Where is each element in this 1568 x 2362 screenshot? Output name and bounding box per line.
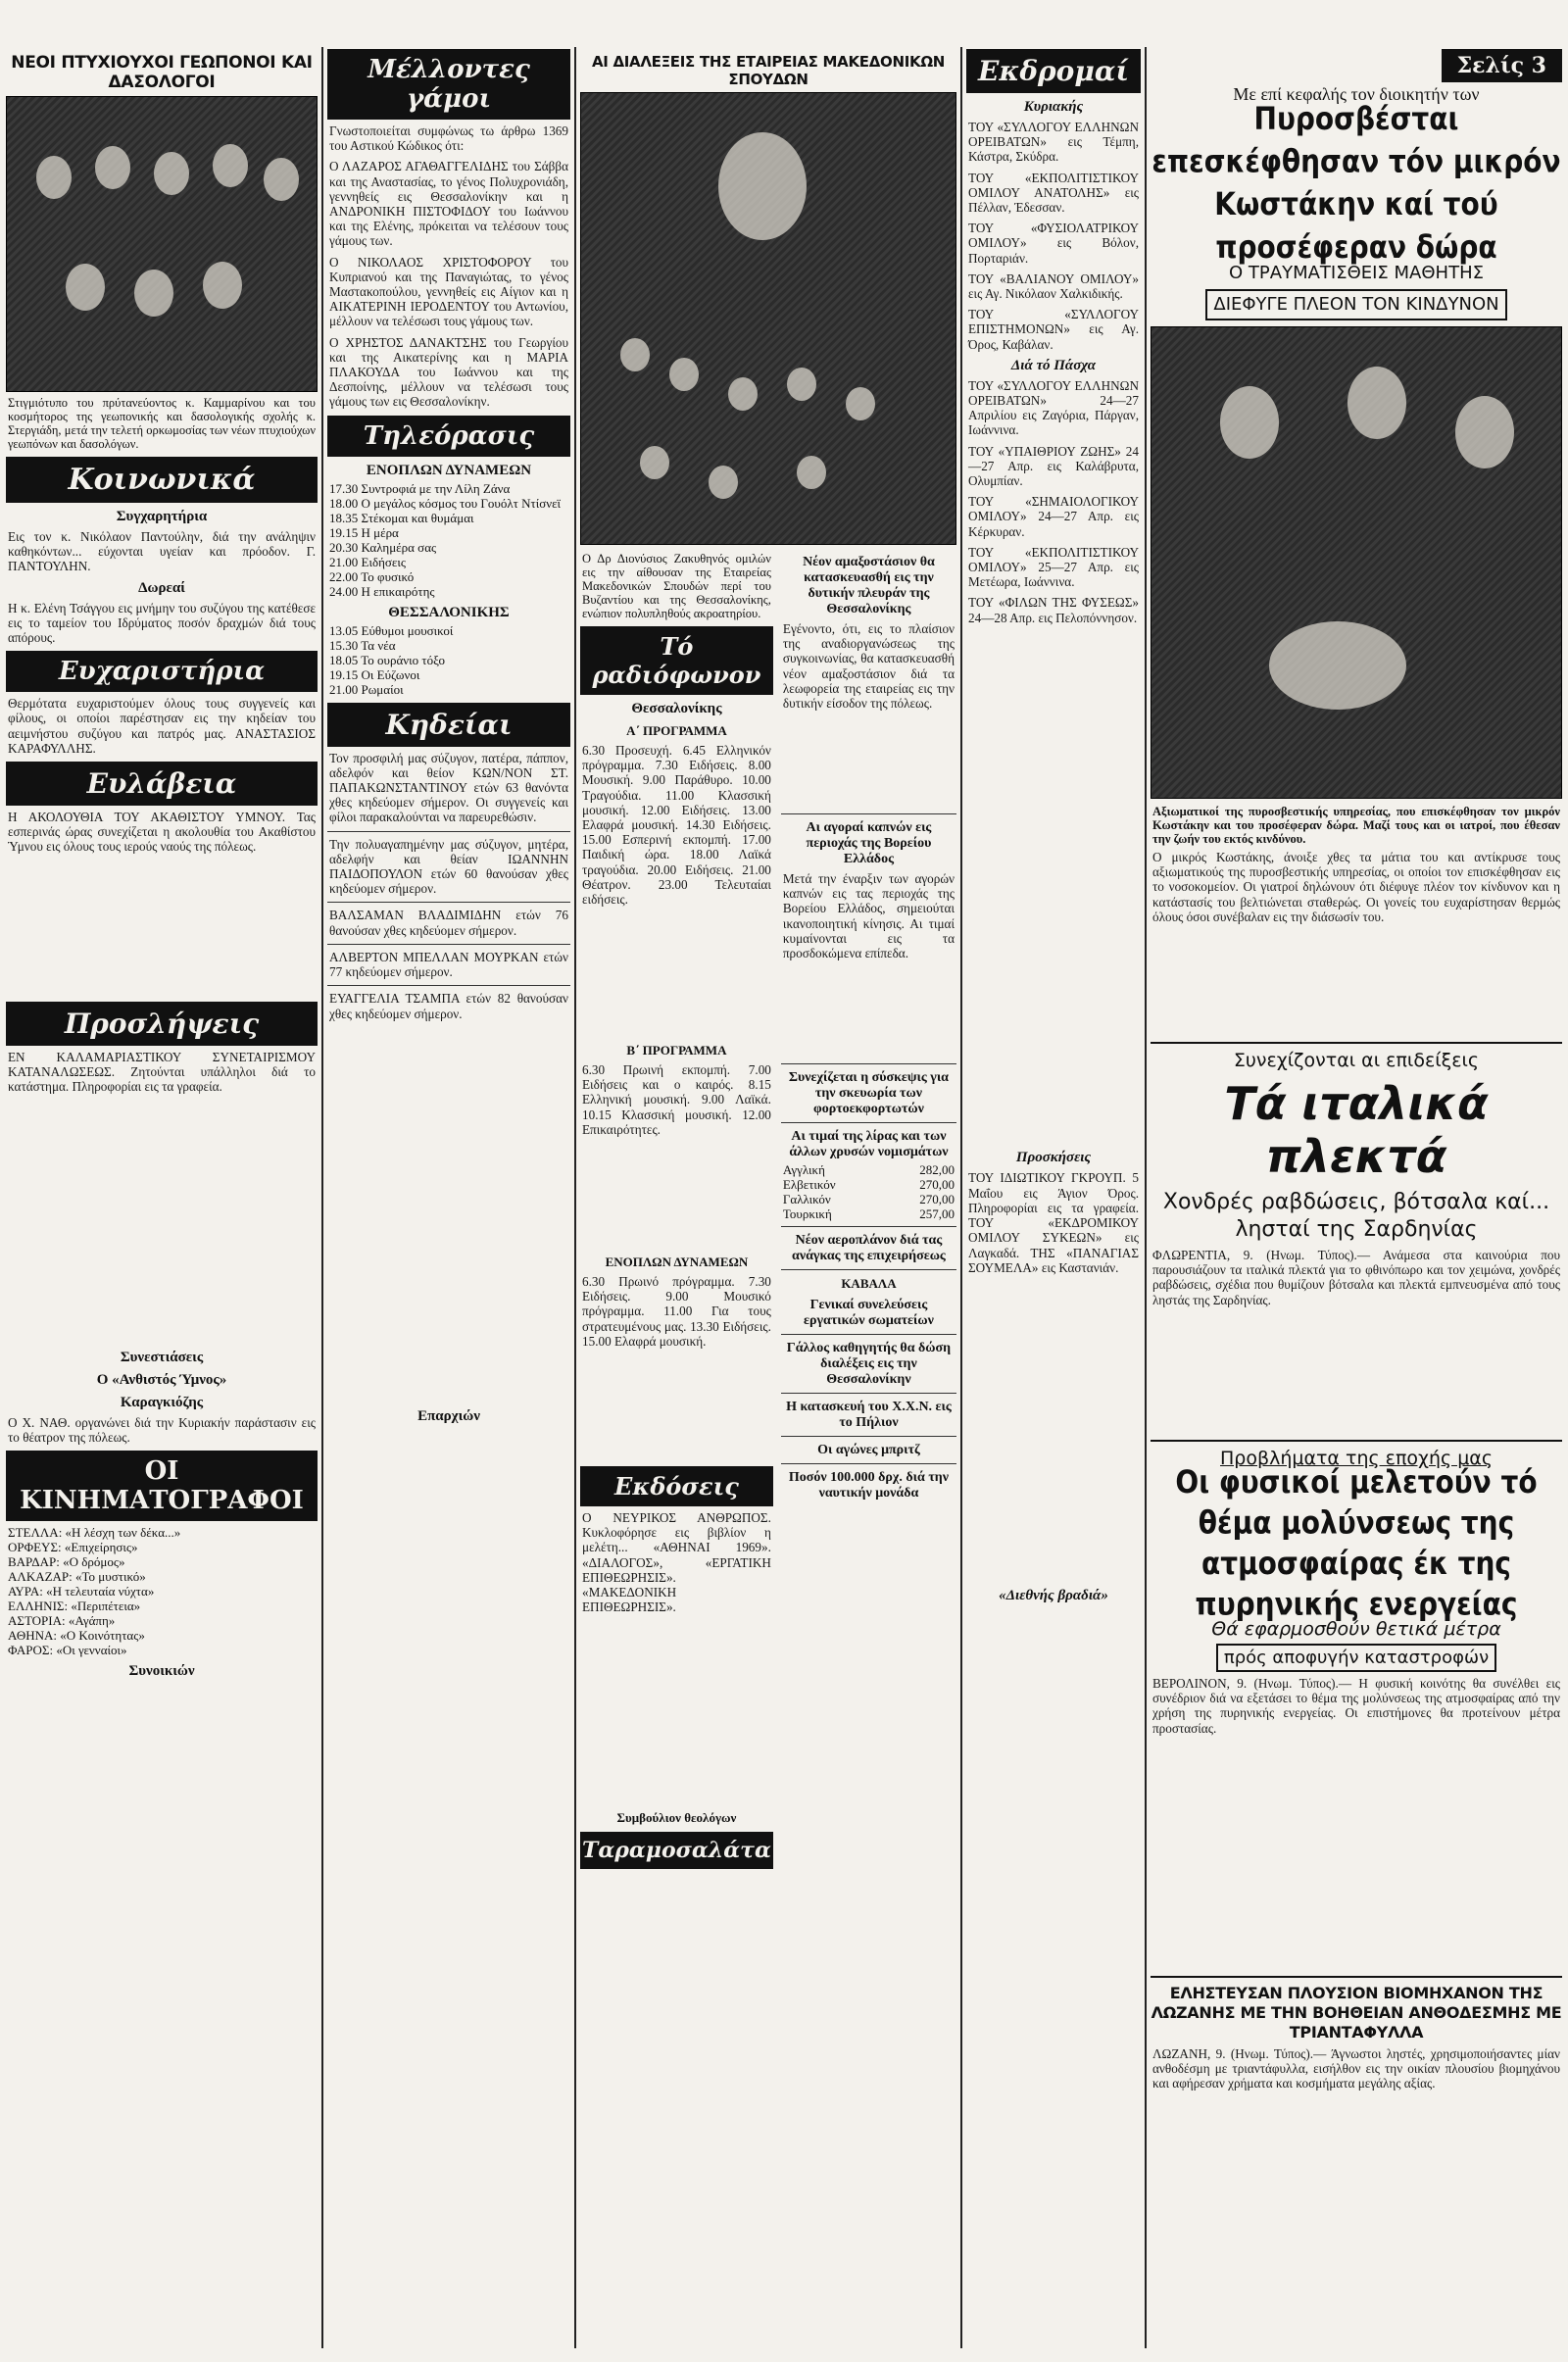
cinema-row: ΟΡΦΕΥΣ: «Επιχείρησις» [8, 1540, 138, 1555]
excursion-item: ΤΟΥ «ΥΠΑΙΘΡΙΟΥ ΖΩΗΣ» 24—27 Απρ. εις Καλάβρυτα, Ολυμπίαν. [968, 443, 1139, 489]
evlabeia-text: Η ΑΚΟΛΟΥΘΙΑ ΤΟΥ ΑΚΑΘΙΣΤΟΥ ΥΜΝΟΥ. Τας εσπερινάς ώρας συνεχίζεται η ακολουθία του Ακαθίστου Ύμνου εις όλους τους ιερούς ναούς της πόλεως. [8, 810, 316, 855]
graduates-caption: Στιγμιότυπο του πρύτανεύοντος κ. Καμμαρίνου και του κοσμήτορος της γεωπονικής και δασολογικής σχολής κ. Στεργιάδη, μετά την τελετή ορκωμοσίας των νέων πτυχιούχων γεωπόνων και δασολόγων. [8, 396, 316, 451]
table-row: Ελβετικόν 270,00 [782, 1177, 955, 1192]
column-rule [321, 47, 323, 2348]
column-rule [574, 47, 576, 2348]
fire-story: Ο μικρός Κωστάκης, άνοιξε χθες τα μάτια του και αντίκρυσε τους αξιωματικούς της πυροσβεστικής υπηρεσίας, οι οποίοι τον επισκέφθησαν εις το νοσοκομείον. Οι γιατροί δηλώνουν ότι διέφυγε πλέον τον κίνδυνον και η κατάστασίς του βελτιώνεται σταθερώς. Οι γονείς του ευχαρίστησαν θερμώς όλους όσοι συνέβαλαν εις την διάσωσίν του. [1152, 850, 1560, 924]
tv-schedule-2 [329, 623, 568, 697]
excursion-item: ΤΟΥ «ΕΚΠΟΛΙΤΙΣΤΙΚΟΥ ΟΜΙΛΟΥ» 25—27 Απρ. εις Μετέωρα, Ιωάννινα. [968, 544, 1139, 590]
syncharitiria-heading: Συγχαρητήρια [116, 509, 208, 524]
fire-subhead-1: Ο ΤΡΑΥΜΑΤΙΣΘΕΙΣ ΜΑΘΗΤΗΣ [1229, 263, 1484, 283]
tv-line: 22.00 Το φυσικό [329, 568, 415, 584]
cinema-row: ΑΘΗΝΑ: «Ο Κοινότητας» [8, 1628, 145, 1644]
physics-subhead-1: Θά εφαρμοσθούν θετικά μέτρα [1211, 1618, 1501, 1640]
cinema-row: ΒΑΡΔΑΡ: «Ο δρόμος» [8, 1554, 125, 1570]
cinema-row: ΣΤΕΛΛΑ: «Η λέσχη των δέκα...» [8, 1525, 181, 1541]
firemen-caption: Αξιωματικοί της πυροσβεστικής υπηρεσίας, που επισκέφθησαν τον μικρόν Κωστάκην και του προσέφεραν δώρα. Μαζί τους και οι ιατροί, που έθεσαν την ζωήν του εκτός κινδύνου. [1152, 805, 1560, 846]
fire-subhead-2: ΔΙΕΦΥΓΕ ΠΛΕΟΝ ΤΟΝ ΚΙΝΔΥΝΟΝ [1213, 294, 1499, 315]
physics-subhead-2: πρός αποφυγήν καταστροφών [1216, 1644, 1496, 1672]
lecture-photo [580, 92, 956, 545]
excursion-item: ΤΟΥ «ΕΚΠΟΛΙΤΙΣΤΙΚΟΥ ΟΜΙΛΟΥ ΑΝΑΤΟΛΗΣ» εις Πέλλαν, Έδεσσαν. [968, 170, 1139, 216]
column-4 [966, 47, 1141, 2348]
fire-kicker: Με επί κεφαλής τον διοικητήν των [1233, 84, 1480, 104]
gold-prices-table [781, 1162, 956, 1221]
tv-schedule [329, 481, 568, 599]
column-1 [6, 47, 318, 2348]
bridge-headline: Οι αγώνες μπριτζ [817, 1443, 920, 1457]
pilio-headline: Η κατασκευή του Χ.Χ.Ν. εις το Πήλιον [786, 1400, 952, 1430]
table-row: Αγγλική 282,00 [782, 1162, 955, 1177]
gold-prices-headline: Αι τιμαί της λίρας και των άλλων χρυσών νομισμάτων [789, 1129, 949, 1159]
tv-line: 13.05 Εύθυμοι μουσικοί [329, 622, 454, 638]
international-night-heading: «Διεθνής βραδιά» [999, 1588, 1108, 1604]
funerals-banner: Κηδείαι [327, 703, 570, 747]
wedding-item: Ο ΝΙΚΟΛΑΟΣ ΧΡΙΣΤΟΦΟΡΟΥ του Κυπριανού και της Παναγιώτας, το γένος Μαστακοπούλου, γεννηθείς εις Αίγιον και η ΑΙΚΑΤΕΡΙΝΗ ΙΕΡΟΔΕΝΤΟΥ του Αντωνίου, μέλλουν να τελέσωσι τους γάμους των. [329, 254, 568, 329]
tv-line: 15.30 Τα νέα [329, 637, 396, 653]
sunday-heading: Κυριακής [1023, 99, 1084, 115]
dockers-headline: Συνεχίζεται η σύσκεψις για την σκευωρία των φορτοεκφορτωτών [788, 1070, 949, 1116]
tv-line: 21.00 Ειδήσεις [329, 554, 406, 569]
fire-headline: Πυροσβέσται επεσκέφθησαν τόν μικρόν Κωστάκην καί τού προσέφεραν δώρα [1152, 99, 1561, 266]
radio-station: Θεσσαλονίκης [631, 701, 722, 716]
army-radio-heading: ΕΝΟΠΛΩΝ ΔΥΝΑΜΕΩΝ [605, 1255, 749, 1269]
publications-banner: Εκδόσεις [580, 1466, 773, 1506]
lausanne-story: ΛΩΖΑΝΗ, 9. (Ηνωμ. Τύπος).— Άγνωστοι ληστές, χρησιμοποιήσαντες μίαν ανθοδέσμη με τριαντάφυλλα, εισήλθον εις την οικίαν πλουσίου βιομηχάνου και αφήρεσαν χρήματα και κοσμήματα μεγάλης αξίας. [1152, 2046, 1560, 2091]
column-rule [1145, 47, 1147, 2348]
funeral-notice: Τον προσφιλή μας σύζυγον, πατέρα, πάππον, αδελφόν και θείον ΚΩΝ/ΝΟΝ ΣΤ. ΠΑΠΑΚΩΝΣΤΑΝΤΙΝΟΥ ετών 63 θανόντα χθες κηδεύομεν σήμερον. Οι συγγενείς και φίλοι παρακαλούνται να παρευρεθώσιν. [329, 750, 568, 825]
tv-line: 19.15 Η μέρα [329, 524, 399, 540]
taramosalata-banner: Ταραμοσαλάτα [580, 1832, 773, 1869]
tv-line: 19.15 Οι Εύζωνοι [329, 666, 420, 682]
efcharistiria-text: Θερμότατα ευχαριστούμεν όλους τους συγγενείς και φίλους, οι οποίοι παρέστησαν εις την κηδείαν του αειμνήστου συζύγου και πατρός μας. ΑΝΑΣΤΑΣΙΟΣ ΚΑΡΑΦΥΛΛΗΣ. [8, 696, 316, 756]
efcharistiria-banner: Ευχαριστήρια [6, 651, 318, 692]
firemen-photo [1151, 326, 1562, 799]
tv-thessaloniki-heading: ΘΕΣΣΑΛΟΝΙΚΗΣ [388, 604, 510, 620]
excursion-item: ΤΟΥ «ΦΥΣΙΟΛΑΤΡΙΚΟΥ ΟΜΙΛΟΥ» εις Βόλον, Πορταριάν. [968, 221, 1139, 266]
funeral-notice: ΒΑΛΣΑΜΑΝ ΒΛΑΔΙΜΙΔΗΝ ετών 76 θανούσαν χθες κηδεύομεν σήμερον. [329, 908, 568, 938]
excursion-item: ΤΟΥ «ΣΗΜΑΙΟΛΟΓΙΚΟΥ ΟΜΙΛΟΥ» 24—27 Απρ. εις Κέρκυραν. [968, 494, 1139, 539]
tv-line: 24.00 Η επικαιρότης [329, 583, 435, 599]
physics-kicker: Προβλήματα της εποχής μας [1220, 1448, 1493, 1469]
excursion-item: ΤΟΥ «ΣΥΛΛΟΓΟΥ ΕΠΙΣΤΗΜΟΝΩΝ» εις Αγ. Όρος, Καβάλαν. [968, 307, 1139, 352]
page-number-badge: Σελίς 3 [1442, 49, 1562, 82]
tobacco-text: Μετά την έναρξιν των αγορών καπνών εις τας περιοχάς της Βορείου Ελλάδος, σημειούται ικανοποιητική κίνησις. Αι τιμαί κυμαίνονται εις τα προσδοκώμενα επίπεδα. [782, 871, 955, 961]
knitwear-kicker: Συνεχίζονται αι επιδείξεις [1233, 1050, 1480, 1071]
tv-line: 18.00 Ο μεγάλος κόσμος του Γουόλτ Ντίσνεϊ [329, 495, 562, 511]
cinema-banner: ΟΙ ΚΙΝΗΜΑΤΟΓΡΑΦΟΙ [6, 1451, 318, 1521]
tobacco-headline: Αι αγοραί καπνών εις περιοχάς της Βορείου Ελλάδος [806, 820, 932, 866]
syncharitiria-text: Εις τον κ. Νικόλαον Παντούλην, διά την ανάληψιν καθηκόντων... εύχονται υγείαν και πρόοδον. Γ. ΠΑΝΤΟΥΛΗΝ. [8, 529, 316, 574]
tv-line: 18.35 Στέκομαι και θυμάμαι [329, 510, 474, 525]
cinema-list [8, 1525, 316, 1657]
column-2 [327, 47, 570, 2348]
lectures-headline: ΑΙ ΔΙΑΛΕΞΕΙΣ ΤΗΣ ΕΤΑΙΡΕΙΑΣ ΜΑΚΕΔΟΝΙΚΩΝ ΣΠΟΥΔΩΝ [591, 53, 946, 88]
depot-text: Εγένοντο, ότι, εις το πλαίσιον της αναδιοργανώσεως της συγκοινωνίας, θα κατασκευασθή νέον αμαξοστάσιον διά τα λεωφορεία της εταιρείας εις την δυτικήν είσοδον της πόλεως. [782, 621, 955, 712]
physics-headline: Οι φυσικοί μελετούν τό θέμα μολύνσεως της ατμοσφαίρας έκ της πυρηνικής ενεργείας [1175, 1463, 1538, 1623]
professor-headline: Γάλλος καθηγητής θα δώση διαλέξεις εις την Θεσσαλονίκην [786, 1341, 952, 1387]
cinema-row: ΑΛΚΑΖΑΡ: «Το μυστικό» [8, 1569, 146, 1585]
dorea-heading: Δωρεαί [138, 579, 185, 596]
proslipseis-banner: Προσλήψεις [6, 1002, 318, 1046]
dorea-text: Η κ. Ελένη Τσάγγου εις μνήμην του συζύγου της κατέθεσε εις το ταμείον του Ιδρύματος ποσόν δραχμών διά τους απόρους. [8, 600, 316, 646]
tv-army-heading: ΕΝΟΠΛΩΝ ΔΥΝΑΜΕΩΝ [366, 462, 532, 478]
karagkiozis-heading: Καραγκιόζης [120, 1395, 204, 1411]
radio-program-b: Β΄ ΠΡΟΓΡΑΜΜΑ [626, 1043, 727, 1058]
cinema-row: ΑΥΡΑ: «Η τελευταία νύχτα» [8, 1584, 155, 1599]
weddings-banner: Μέλλοντες γάμοι [327, 49, 570, 120]
wedding-item: Ο ΛΑΖΑΡΟΣ ΑΓΑΘΑΓΓΕΛΙΔΗΣ του Σάββα και της Αναστασίας, το γένος Πολυχρονιάδη, γεννηθείς εις Θεσσαλονίκην και η ΑΝΔΡΟΝΙΚΗ ΠΙΣΤΟΦΙΔΟΥ του Ιωάννου και της Ελένης, πρόκειται να τελέσουν τους γάμους των. [329, 159, 568, 249]
cinema-row: ΑΣΤΟΡΙΑ: «Αγάπη» [8, 1613, 116, 1629]
table-row: Γαλλικόν 270,00 [782, 1192, 955, 1206]
evlabeia-banner: Ευλάβεια [6, 762, 318, 806]
lausanne-headline: ΕΛΗΣΤΕΥΣΑΝ ΠΛΟΥΣΙΟΝ ΒΙΟΜΗΧΑΝΟΝ ΤΗΣ ΛΩΖΑΝΗΣ ΜΕ ΤΗΝ ΒΟΗΘΕΙΑΝ ΑΝΘΟΔΕΣΜΗΣ ΜΕ ΤΡΙΑΝΤΑΦΥΛΛΑ [1151, 1984, 1562, 2042]
airplane-headline: Νέον αεροπλάνον διά τας ανάγκας της επιχειρήσεως [792, 1233, 946, 1263]
graduates-photo [6, 96, 318, 392]
weddings-intro: Γνωστοποιείται συμφώνως τω άρθρω 1369 του Αστικού Κώδικος ότι: [329, 123, 568, 154]
navy-headline: Ποσόν 100.000 δρχ. διά την ναυτικήν μονάδα [788, 1470, 949, 1501]
column-5 [1151, 47, 1562, 2348]
karagkiozis-text: Ο Χ. ΝΑΘ. οργανώνει διά την Κυριακήν παράστασιν εις το θέατρον της πόλεως. [8, 1415, 316, 1446]
kavala-heading: ΚΑΒΑΛΑ [841, 1276, 897, 1291]
funeral-notice: ΑΛΒΕΡΤΟΝ ΜΠΕΛΛΑΝ ΜΟΥΡΚΑΝ ετών 77 κηδεύομεν σήμερον. [329, 949, 568, 980]
radio-program-b-text: 6.30 Πρωινή εκπομπή. 7.00 Ειδήσεις και ο καιρός. 8.15 Ελληνική μουσική. 9.00 Λαϊκά. 10.15 Κλασσική μουσική. 12.00 Επικαιρότητες. [582, 1062, 771, 1137]
eparchion-heading: Επαρχιών [417, 1408, 480, 1425]
tv-line: 17.30 Συντροφιά με την Λίλη Ζάνα [329, 480, 511, 496]
excursion-item: ΤΟΥ «ΒΑΛΙΑΝΟΥ ΟΜΙΛΟΥ» εις Αγ. Νικόλαον Χαλκιδικής. [968, 271, 1139, 302]
easter-heading: Διά τό Πάσχα [1010, 357, 1097, 373]
lecture-caption: Ο Δρ Διονύσιος Ζακυθηνός ομιλών εις την αίθουσαν της Εταιρείας Μακεδονικών Σπουδών περί του Βυζαντίου και της Θεσσαλονίκης, ενώπιον πολυπληθούς ακροατηρίου. [582, 552, 771, 620]
excursion-item: ΤΟΥ «ΦΙΛΩΝ ΤΗΣ ΦΥΣΕΩΣ» 24—28 Απρ. εις Πελοπόννησον. [968, 595, 1139, 625]
wedding-item: Ο ΧΡΗΣΤΟΣ ΔΑΝΑΚΤΣΗΣ του Γεωργίου και της Αικατερίνης και η ΜΑΡΙΑ ΠΛΑΚΟΥΔΑ του Ιωάννου και της Δεσποίνης, μέλλουν να τελέσωσι τους γάμους των εις Θεσσαλονίκην. [329, 334, 568, 410]
table-row: Τουρκική 257,00 [782, 1206, 955, 1221]
knitwear-story: ΦΛΩΡΕΝΤΙΑ, 9. (Ηνωμ. Τύπος).— Ανάμεσα στα καινούρια που παρουσιάζουν τα ιταλικά πλεκτά για το φθινόπωρο και τον χειμώνα, χονδρές ραβδώσεις, σχέδια που θυμίζουν βότσαλα και πλεκτά εμπνευσμένα από τους ληστάς της Σαρδηνίας. [1152, 1248, 1560, 1307]
proslipseis-text: ΕΝ ΚΑΛΑΜΑΡΙΑΣΤΙΚΟΥ ΣΥΝΕΤΑΙΡΙΣΜΟΥ ΚΑΤΑΝΑΛΩΣΕΩΣ. Ζητούνται υπάλληλοι διά το κατάστημα. Πληροφορίαι εις τα γραφεία. [8, 1050, 316, 1095]
column-rule [960, 47, 962, 2348]
knitwear-headline: Τά ιταλικά πλεκτά [1224, 1077, 1489, 1183]
excursion-item: ΤΟΥ «ΣΥΛΛΟΓΟΥ ΕΛΛΗΝΩΝ ΟΡΕΙΒΑΤΩΝ» 24—27 Απριλίου εις Ζαγόρια, Πάργαν, Ιωάννινα. [968, 377, 1139, 438]
assemblies-headline: Γενικαί συνελεύσεις εργατικών σωματείων [804, 1298, 934, 1328]
column-3 [580, 47, 956, 2348]
pilgrimages-text: ΤΟΥ ΙΔΙΩΤΙΚΟΥ ΓΚΡΟΥΠ. 5 Μαΐου εις Άγιον Όρος. Πληροφορίαι εις τα γραφεία. ΤΟΥ «ΕΚΔΡΟΜΙΚΟΥ ΟΜΙΛΟΥ ΣΥΚΕΩΝ» εις Λαγκαδά. ΤΗΣ «ΠΑΝΑΓΙΑΣ ΣΟΥΜΕΛΑ» εις Καστανιάν. [968, 1170, 1139, 1275]
radio-program-a-text: 6.30 Προσευχή. 6.45 Ελληνικόν πρόγραμμα. 7.30 Ειδήσεις. 8.00 Μουσική. 9.00 Παράθυρο. 10.00 Τραγούδια. 11.00 Κλασσική μουσική. 12.00 Ειδήσεις. 13.00 Ελαφρά μουσική. 14.30 Ειδήσεις. 15.00 Εσπερινή εκπομπή. 17.00 Παιδική ώρα. 18.00 Λαϊκά τραγούδια. 20.00 Ειδήσεις. 21.00 Θέατρον. 23.00 Τελευταίαι ειδήσεις. [582, 743, 771, 908]
television-banner: Τηλεόρασις [327, 416, 570, 457]
excursions-banner: Εκδρομαί [966, 49, 1141, 93]
tv-line: 20.30 Καλημέρα σας [329, 539, 437, 555]
theology-heading: Συμβούλιον θεολόγων [616, 1810, 737, 1825]
cinema-row: ΕΛΛΗΝΙΣ: «Περιπέτεια» [8, 1599, 141, 1614]
pilgrimages-heading: Προσκήσεις [1015, 1150, 1092, 1166]
radio-banner: Τό ραδιόφωνον [580, 626, 773, 695]
tv-line: 21.00 Ρωμαίοι [329, 681, 404, 697]
anthistos-heading: Ο «Ανθιστός Ύμνος» [96, 1372, 227, 1389]
synoikion-heading: Συνοικιών [128, 1663, 195, 1680]
synestiaseis-heading: Συνεστιάσεις [120, 1350, 204, 1366]
funeral-notice: Την πολυαγαπημένην μας σύζυγον, μητέρα, αδελφήν και θείαν ΙΩΑΝΝΗΝ ΠΑΙΔΟΠΟΥΛΟΝ ετών 60 θανούσαν χθες κηδεύομεν σήμερον. [329, 836, 568, 897]
graduates-headline: ΝΕΟΙ ΠΤΥΧΙΟΥΧΟΙ ΓΕΩΠΟΝΟΙ ΚΑΙ ΔΑΣΟΛΟΓΟΙ [11, 53, 313, 92]
funeral-notice: ΕΥΑΓΓΕΛΙΑ ΤΣΑΜΠΑ ετών 82 θανούσαν χθες κηδεύομεν σήμερον. [329, 991, 568, 1021]
excursion-item: ΤΟΥ «ΣΥΛΛΟΓΟΥ ΕΛΛΗΝΩΝ ΟΡΕΙΒΑΤΩΝ» εις Τέμπη, Κάστρα, Σκύδρα. [968, 120, 1139, 165]
army-radio-text: 6.30 Πρωινό πρόγραμμα. 7.30 Ειδήσεις. 9.00 Μουσικό πρόγραμμα. 11.00 Για τους στρατευμένους μας. 13.30 Ειδήσεις. 15.00 Ελαφρά μουσική. [582, 1274, 771, 1349]
tv-line: 18.05 Το ουράνιο τόξο [329, 652, 445, 667]
radio-program-a: Α΄ ΠΡΟΓΡΑΜΜΑ [626, 723, 727, 738]
knitwear-subhead: Χονδρές ραβδώσεις, βότσαλα καί... λησταί της Σαρδηνίας [1162, 1190, 1550, 1242]
koinonika-banner: Κοινωνικά [6, 457, 318, 503]
depot-headline: Νέον αμαξοστάσιον θα κατασκευασθή εις την δυτικήν πλευράν της Θεσσαλονίκης [803, 555, 935, 616]
physics-story: ΒΕΡΟΛΙΝΟΝ, 9. (Ηνωμ. Τύπος).— Η φυσική κοινότης θα συνέλθει εις συνέδριον διά να εξετάσει το θέμα της μολύνσεως της ατμοσφαίρας από την χρήση της πυρηνικής ενεργείας. Οι επιστήμονες θα προτείνουν μέτρα προστασίας. [1152, 1676, 1560, 1736]
cinema-row: ΦΑΡΟΣ: «Οι γενναίοι» [8, 1643, 127, 1658]
publications-text: Ο ΝΕΥΡΙΚΟΣ ΑΝΘΡΩΠΟΣ. Κυκλοφόρησε εις βιβλίον η μελέτη... «ΑΘΗΝΑΙ 1969». «ΔΙΑΛΟΓΟΣ», «ΕΡΓΑΤΙΚΗ ΕΠΙΘΕΩΡΗΣΙΣ». «ΜΑΚΕΔΟΝΙΚΗ ΕΠΙΘΕΩΡΗΣΙΣ». [582, 1510, 771, 1615]
